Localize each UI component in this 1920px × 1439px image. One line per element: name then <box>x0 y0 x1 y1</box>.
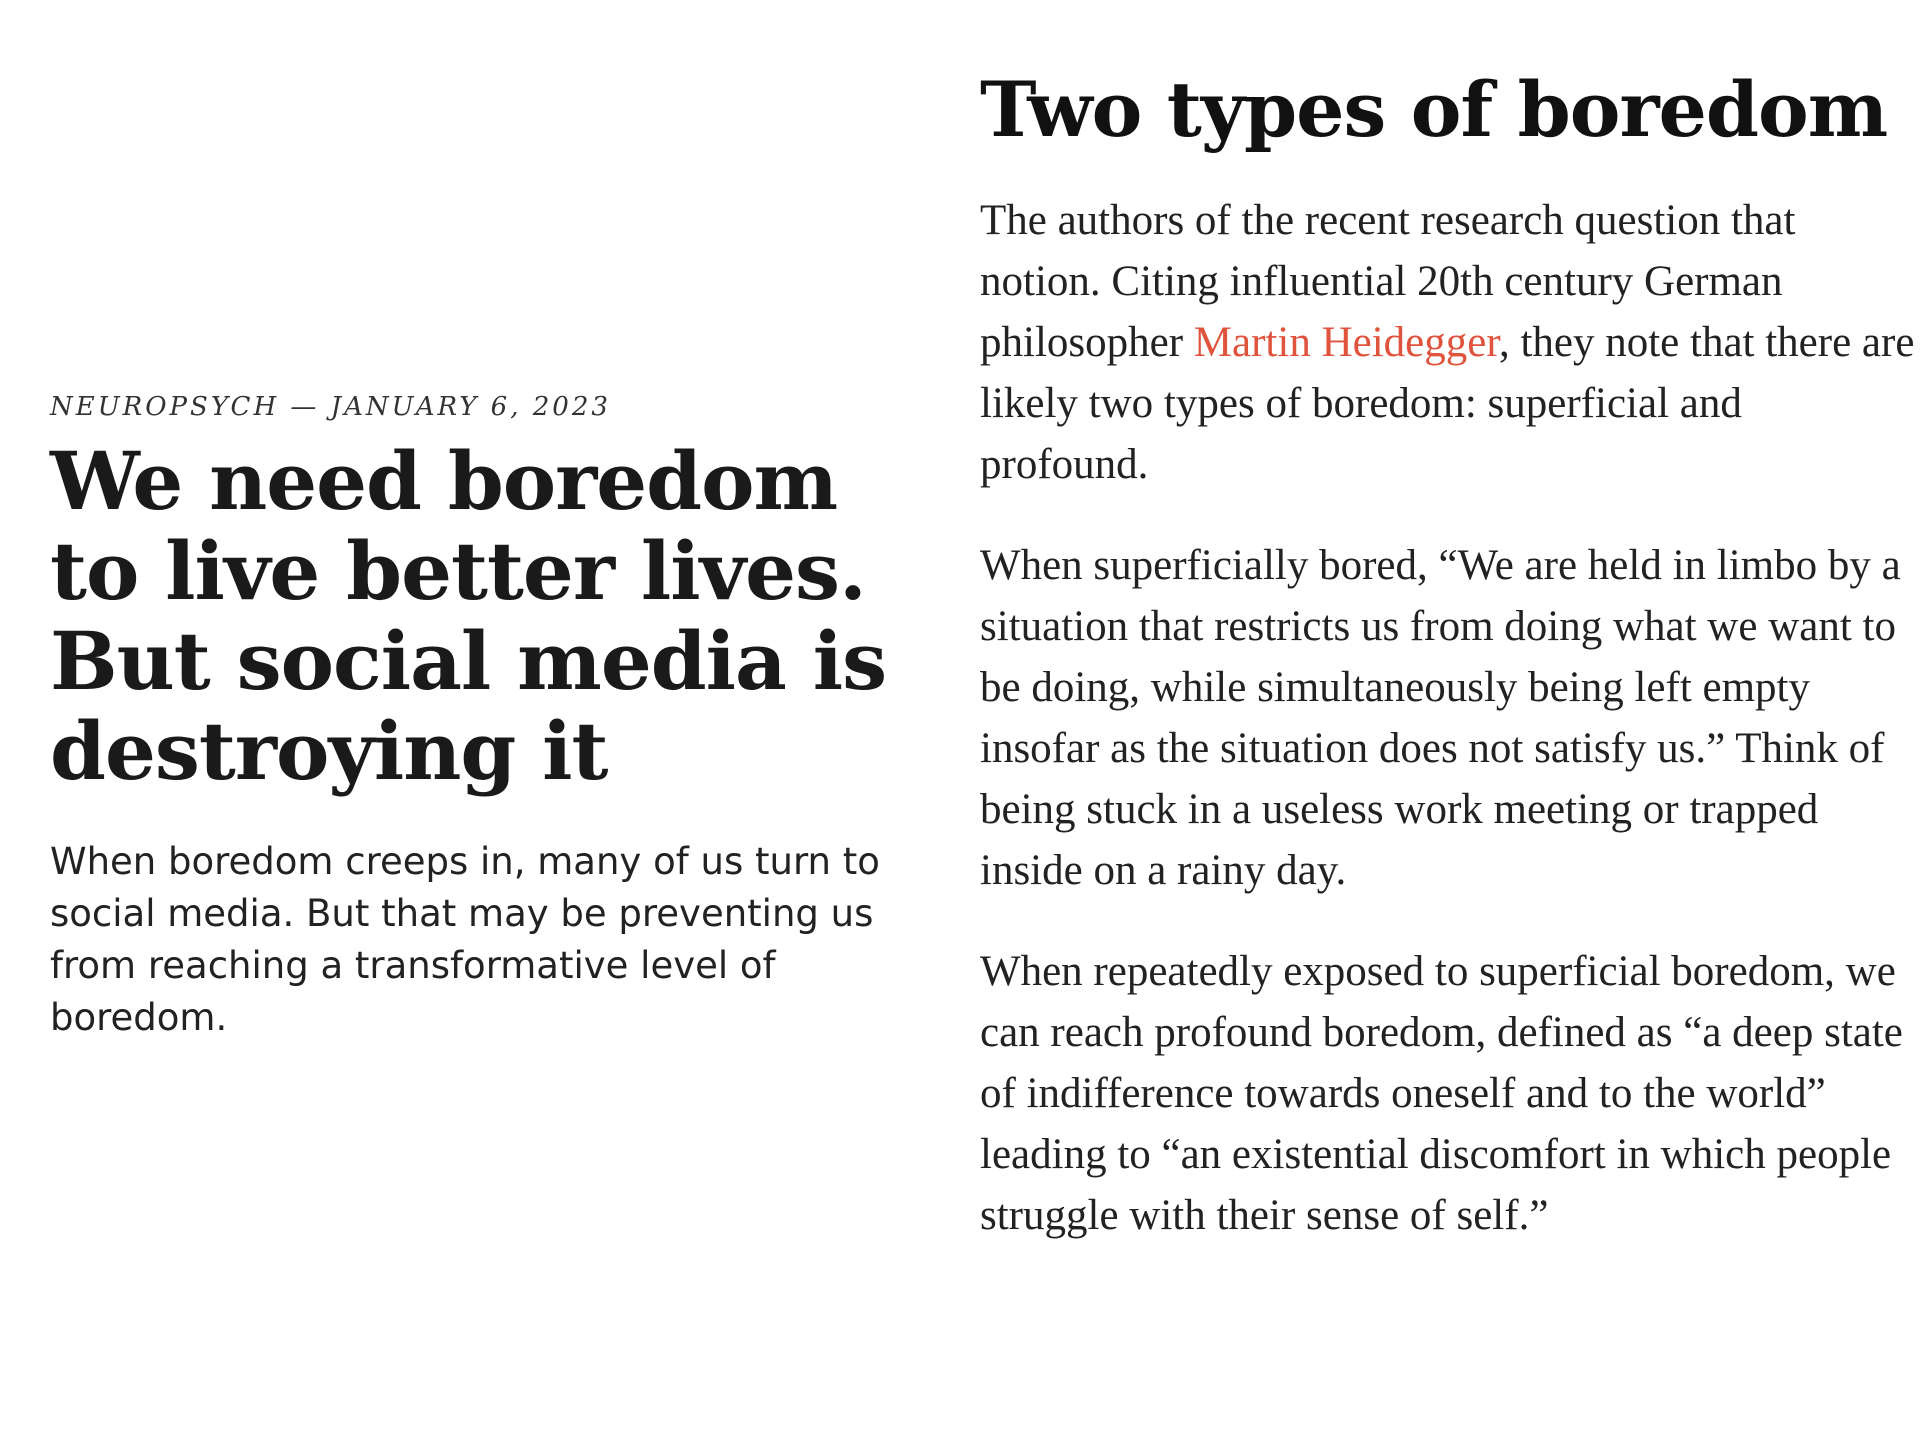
paragraph-1-text-before: The authors of the recent research question that notion. Citing influential 20th century German philosopher <box>980 197 1796 366</box>
article-body-section <box>980 62 1920 1286</box>
body-paragraph-3: When repeatedly exposed to superficial boredom, we can reach profound boredom, defined as “a deep state of indifference towards oneself and to the world” leading to “an existential discomfort in which people struggle with their sense of self.” <box>980 948 1903 1239</box>
article-headline: We need boredom to live better lives. But social media is destroying it <box>50 434 887 798</box>
body-paragraph-1 <box>980 190 1920 495</box>
category-date-kicker: NEUROPSYCH — JANUARY 6, 2023 <box>50 392 611 422</box>
article-dek: When boredom creeps in, many of us turn to social media. But that may be preventing us from reaching a transformative level of boredom. <box>50 840 880 1039</box>
section-title: Two types of boredom <box>980 65 1888 154</box>
article-header <box>50 392 930 1044</box>
body-paragraph-2: When superficially bored, “We are held in limbo by a situation that restricts us from doing what we want to be doing, while simultaneously being left empty insofar as the situation does not satisfy us.” Think of being stuck in a useless work meeting or trapped inside on a rainy day. <box>980 542 1901 894</box>
paragraph-1-text-after: , they note that there are likely two types of boredom: superficial and profound. <box>980 319 1915 488</box>
martin-heidegger-link[interactable]: Martin Heidegger <box>1193 319 1499 366</box>
